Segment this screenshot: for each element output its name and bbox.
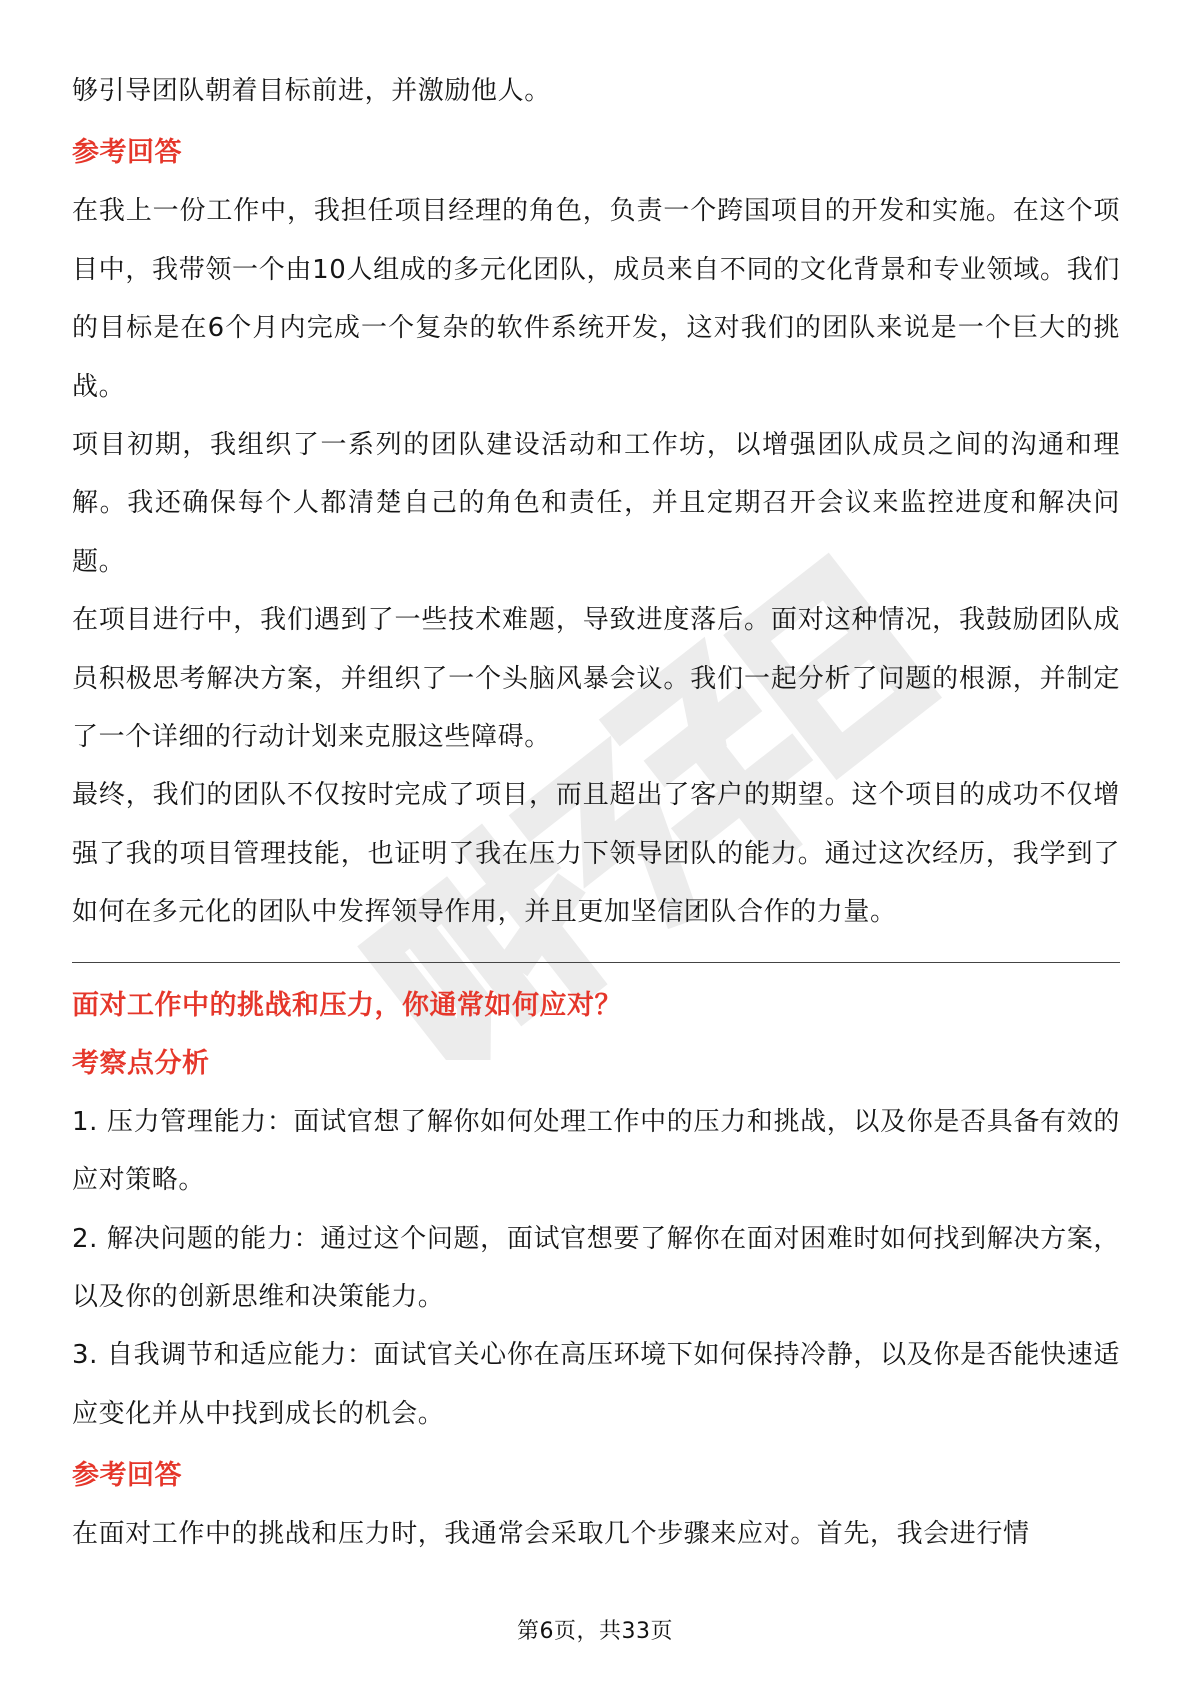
answer-paragraph: 在面对工作中的挑战和压力时，我通常会采取几个步骤来应对。首先，我会进行情	[72, 1519, 1030, 1550]
question-heading: 面对工作中的挑战和压力，你通常如何应对？	[72, 989, 622, 1021]
answer-paragraph: 在我上一份工作中，我担任项目经理的角色，负责一个跨国项目的开发和实施。在这个项目中，我带领一个由10人组成的多元化团队，成员来自不同的文化背景和专业领域。我们的目标是在6个月内完成一个复杂的软件系统开发，这对我们的团队来说是一个巨大的挑战。	[72, 196, 1120, 402]
analysis-heading: 考察点分析	[72, 1047, 210, 1079]
section-divider	[72, 962, 1120, 963]
answer-paragraph: 最终，我们的团队不仅按时完成了项目，而且超出了客户的期望。这个项目的成功不仅增强了我的项目管理技能，也证明了我在压力下领导团队的能力。通过这次经历，我学到了如何在多元化的团队中发挥领导作用，并且更加坚信团队合作的力量。	[72, 780, 1120, 928]
page-content	[72, 62, 1120, 1564]
analysis-item: 2. 解决问题的能力：通过这个问题，面试官想要了解你在面对困难时如何找到解决方案，以及你的创新思维和决策能力。	[72, 1223, 1120, 1312]
page-number: 第6页，共33页	[517, 1619, 673, 1644]
answer-heading: 参考回答	[72, 1460, 182, 1492]
answer-heading: 参考回答	[72, 137, 182, 169]
analysis-item: 1. 压力管理能力：面试官想了解你如何处理工作中的压力和挑战，以及你是否具备有效的应对策略。	[72, 1106, 1120, 1196]
answer-paragraph: 在项目进行中，我们遇到了一些技术难题，导致进度落后。面对这种情况，我鼓励团队成员积极思考解决方案，并组织了一个头脑风暴会议。我们一起分析了问题的根源，并制定了一个详细的行动计划来克服这些障碍。	[72, 605, 1120, 753]
answer-paragraph: 项目初期，我组织了一系列的团队建设活动和工作坊，以增强团队成员之间的沟通和理解。我还确保每个人都清楚自己的角色和责任，并且定期召开会议来监控进度和解决问题。	[72, 430, 1120, 577]
intro-line: 够引导团队朝着目标前进，并激励他人。	[72, 76, 551, 106]
analysis-item: 3. 自我调节和适应能力：面试官关心你在高压环境下如何保持冷静，以及你是否能快速适应变化并从中找到成长的机会。	[72, 1340, 1120, 1429]
